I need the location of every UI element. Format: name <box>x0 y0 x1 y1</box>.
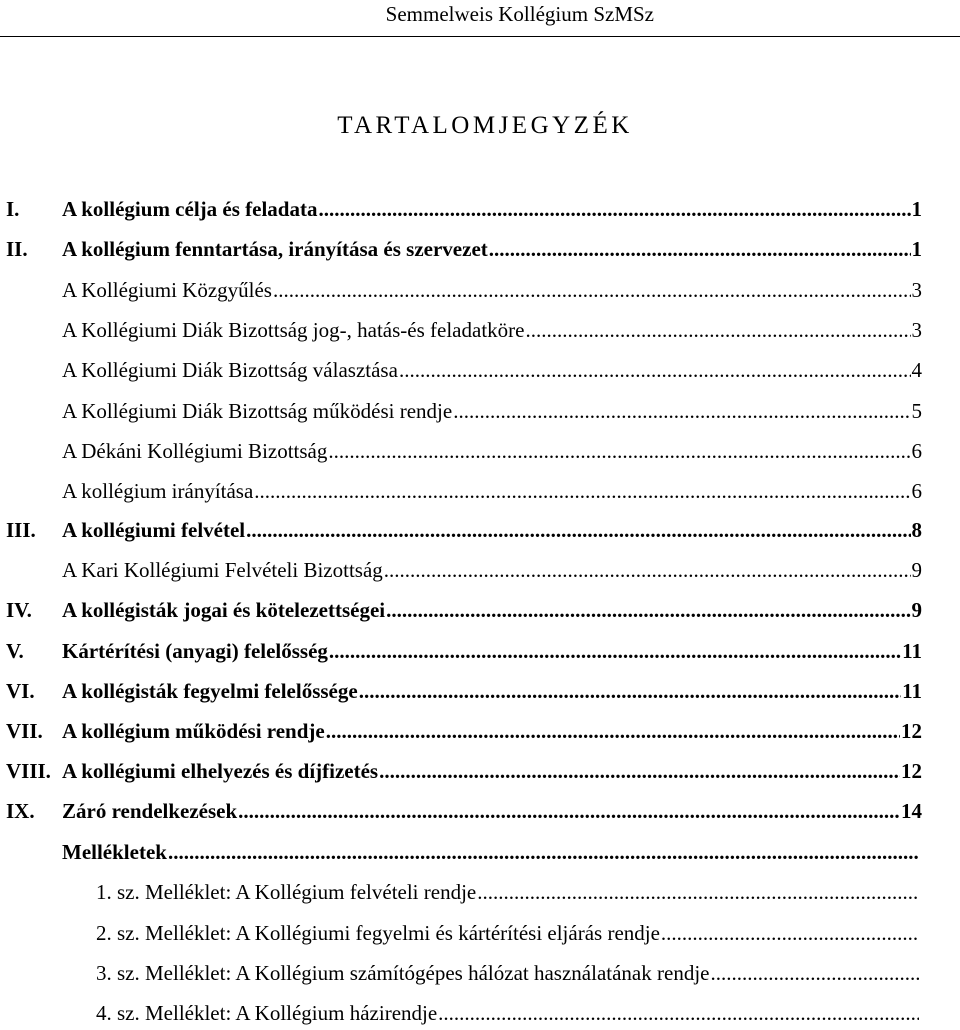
toc-leader-dots <box>438 1000 919 1020</box>
toc-entry-title: 1. sz. Melléklet: A Kollégium felvételi rendje <box>96 880 477 904</box>
toc-entry[interactable] <box>6 718 922 744</box>
toc-leader-dots <box>525 317 910 337</box>
toc-leader-dots <box>710 960 919 980</box>
toc-entry[interactable] <box>6 638 922 664</box>
toc-entry-page: 6 <box>911 439 922 463</box>
toc-entry-title: A kollégium célja és feladata <box>62 197 318 221</box>
toc-entry-number: VI. <box>6 679 35 703</box>
toc-entry-title: A Kollégiumi Diák Bizottság működési rendje <box>62 399 453 423</box>
toc-leader-dots <box>359 678 901 698</box>
toc-entry[interactable] <box>6 678 922 704</box>
toc-leader-dots <box>379 758 900 778</box>
toc-entry-page: 5 <box>911 399 922 423</box>
toc-leader-dots <box>661 920 919 940</box>
toc-entry[interactable] <box>96 1000 920 1026</box>
toc-entry-title: A kollégium irányítása <box>62 479 254 503</box>
toc-entry-page: 1 <box>911 197 922 221</box>
toc-entry[interactable] <box>6 236 922 262</box>
toc-entry[interactable] <box>62 478 922 504</box>
toc-entry[interactable] <box>6 517 922 543</box>
toc-entry[interactable] <box>6 597 922 623</box>
toc-entry-title: A kollégium működési rendje <box>62 719 325 743</box>
toc-heading: TARTALOMJEGYZÉK <box>337 112 633 139</box>
toc-entry[interactable] <box>6 798 922 824</box>
toc-entry-number: IX. <box>6 799 35 823</box>
toc-entry-title: A kollégiumi felvétel <box>62 518 246 542</box>
toc-leader-dots <box>254 478 910 498</box>
toc-leader-dots <box>477 879 919 899</box>
toc-entry[interactable] <box>62 277 922 303</box>
toc-entry[interactable] <box>6 758 922 784</box>
toc-leader-dots <box>329 638 901 658</box>
toc-entry-page: 1 <box>911 237 922 261</box>
toc-entry-title: Záró rendelkezések <box>62 799 238 823</box>
toc-entry[interactable] <box>62 398 922 424</box>
toc-entry-title: A Kollégiumi Közgyűlés <box>62 278 272 302</box>
toc-entry-number: V. <box>6 639 24 663</box>
toc-leader-dots <box>246 517 910 537</box>
toc-entry-title: 3. sz. Melléklet: A Kollégium számítógépes hálózat használatának rendje <box>96 961 710 985</box>
toc-entry[interactable] <box>62 557 922 583</box>
toc-entry-page: 8 <box>911 518 922 542</box>
toc-entry[interactable] <box>96 879 920 905</box>
toc-entry-number: VIII. <box>6 759 51 783</box>
toc-entry-number: III. <box>6 518 36 542</box>
toc-entry-title: A kollégiumi elhelyezés és díjfizetés <box>62 759 379 783</box>
toc-leader-dots <box>326 718 900 738</box>
toc-entry-title: A kollégisták jogai és kötelezettségei <box>62 598 386 622</box>
toc-entry-title: 2. sz. Melléklet: A Kollégiumi fegyelmi és kártérítési eljárás rendje <box>96 921 660 945</box>
header-title: Semmelweis Kollégium SzMSz <box>385 2 654 26</box>
toc-leader-dots <box>489 236 911 256</box>
toc-entry-page: 9 <box>911 558 922 582</box>
toc-leader-dots <box>328 438 910 458</box>
toc-leader-dots <box>386 597 910 617</box>
toc-entry[interactable] <box>96 920 920 946</box>
toc-entry[interactable] <box>62 438 922 464</box>
toc-entry-page: 3 <box>911 318 922 342</box>
toc-entry-title: A kollégisták fegyelmi felelőssége <box>62 679 358 703</box>
toc-leader-dots <box>399 357 911 377</box>
toc-entry-title: Kártérítési (anyagi) felelősség <box>62 639 328 663</box>
toc-entry-page: 6 <box>911 479 922 503</box>
toc-entry[interactable] <box>62 839 920 865</box>
toc-entry-page: 11 <box>902 639 922 663</box>
toc-entry-number: II. <box>6 237 28 261</box>
toc-leader-dots <box>453 398 910 418</box>
toc-entry-number: IV. <box>6 598 32 622</box>
toc-leader-dots <box>238 798 900 818</box>
toc-entry-page: 3 <box>911 278 922 302</box>
toc-entry-title: A Kollégiumi Diák Bizottság jog-, hatás-és feladatköre <box>62 318 525 342</box>
toc-entry-number: VII. <box>6 719 43 743</box>
toc-leader-dots <box>168 839 919 859</box>
toc-entry-title: A Kari Kollégiumi Felvételi Bizottság <box>62 558 383 582</box>
toc-entry-page: 4 <box>911 358 922 382</box>
toc-leader-dots <box>318 196 910 216</box>
toc-entry-title: A Dékáni Kollégiumi Bizottság <box>62 439 328 463</box>
toc-entry[interactable] <box>62 317 922 343</box>
toc-entry[interactable] <box>62 357 922 383</box>
toc-entry-title: 4. sz. Melléklet: A Kollégium házirendje <box>96 1001 438 1025</box>
toc-entry-page: 11 <box>902 679 922 703</box>
toc-entry[interactable] <box>96 960 920 986</box>
toc-entry-page: 9 <box>911 598 922 622</box>
toc-entry[interactable] <box>6 196 922 222</box>
toc-entry-title: Mellékletek <box>62 840 167 864</box>
toc-leader-dots <box>384 557 911 577</box>
toc-entry-page: 12 <box>901 719 922 743</box>
toc-leader-dots <box>273 277 911 297</box>
toc-entry-page: 12 <box>901 759 922 783</box>
toc-entry-page: 14 <box>901 799 922 823</box>
toc-entry-number: I. <box>6 197 20 221</box>
toc-entry-title: A kollégium fenntartása, irányítása és szervezet <box>62 237 488 261</box>
toc-entry-title: A Kollégiumi Diák Bizottság választása <box>62 358 398 382</box>
